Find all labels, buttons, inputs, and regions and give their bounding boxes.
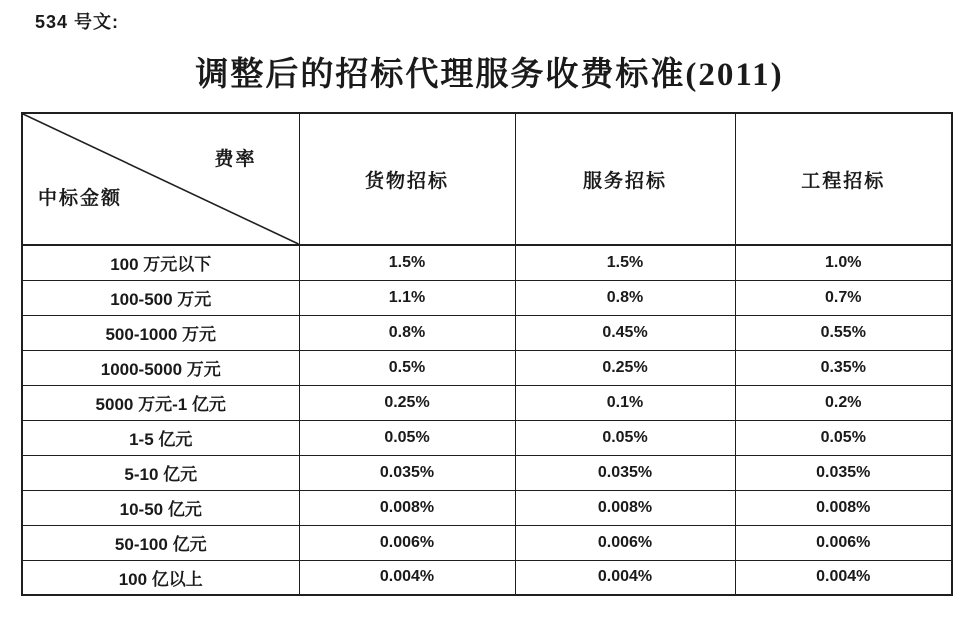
table-row xyxy=(22,315,952,350)
table-row xyxy=(22,455,952,490)
corner-bid-amount-label: 中标金额 xyxy=(38,188,123,209)
rate-cell: 0.8% xyxy=(299,315,515,350)
rate-cell: 0.05% xyxy=(735,420,952,455)
rate-cell: 0.008% xyxy=(515,490,735,525)
rate-cell: 0.006% xyxy=(299,525,515,560)
rate-cell: 1.0% xyxy=(735,245,952,280)
rate-cell: 1.5% xyxy=(515,245,735,280)
row-label: 100 亿以上 xyxy=(22,560,299,595)
rate-cell: 0.45% xyxy=(515,315,735,350)
rate-cell: 0.7% xyxy=(735,280,952,315)
rate-cell: 0.05% xyxy=(515,420,735,455)
rate-cell: 0.006% xyxy=(735,525,952,560)
row-label: 5-10 亿元 xyxy=(22,455,299,490)
rate-cell: 0.004% xyxy=(299,560,515,595)
table-row xyxy=(22,490,952,525)
rate-cell: 0.25% xyxy=(515,350,735,385)
rate-cell: 0.035% xyxy=(515,455,735,490)
rate-cell: 1.1% xyxy=(299,280,515,315)
row-label: 100 万元以下 xyxy=(22,245,299,280)
row-label: 500-1000 万元 xyxy=(22,315,299,350)
row-label: 5000 万元-1 亿元 xyxy=(22,385,299,420)
rate-cell: 0.55% xyxy=(735,315,952,350)
rate-cell: 0.035% xyxy=(735,455,952,490)
rate-cell: 0.1% xyxy=(515,385,735,420)
rate-cell: 0.2% xyxy=(735,385,952,420)
row-label: 100-500 万元 xyxy=(22,280,299,315)
row-label: 10-50 亿元 xyxy=(22,490,299,525)
rate-cell: 0.05% xyxy=(299,420,515,455)
rate-cell: 0.004% xyxy=(515,560,735,595)
table-row xyxy=(22,420,952,455)
diagonal-divider-line xyxy=(23,114,299,244)
table-row xyxy=(22,245,952,280)
fee-rate-table xyxy=(21,112,953,596)
rate-cell: 0.008% xyxy=(735,490,952,525)
table-row xyxy=(22,280,952,315)
rate-cell: 0.35% xyxy=(735,350,952,385)
row-label: 1-5 亿元 xyxy=(22,420,299,455)
rate-cell: 0.8% xyxy=(515,280,735,315)
rate-cell: 0.035% xyxy=(299,455,515,490)
column-header-goods-bidding: 货物招标 xyxy=(299,113,515,245)
document-number-label: 534 号文: xyxy=(35,12,120,32)
corner-fee-rate-label: 费率 xyxy=(214,149,257,170)
corner-header-cell xyxy=(22,113,299,245)
table-header-row xyxy=(22,113,952,245)
table-row xyxy=(22,385,952,420)
row-label: 50-100 亿元 xyxy=(22,525,299,560)
rate-cell: 0.006% xyxy=(515,525,735,560)
rate-cell: 1.5% xyxy=(299,245,515,280)
rate-cell: 0.5% xyxy=(299,350,515,385)
row-label: 1000-5000 万元 xyxy=(22,350,299,385)
column-header-engineering-bidding: 工程招标 xyxy=(735,113,952,245)
rate-cell: 0.008% xyxy=(299,490,515,525)
table-row xyxy=(22,560,952,595)
table-row xyxy=(22,350,952,385)
page-title: 调整后的招标代理服务收费标准(2011) xyxy=(195,57,784,93)
rate-cell: 0.25% xyxy=(299,385,515,420)
rate-cell: 0.004% xyxy=(735,560,952,595)
column-header-service-bidding: 服务招标 xyxy=(515,113,735,245)
table-row xyxy=(22,525,952,560)
